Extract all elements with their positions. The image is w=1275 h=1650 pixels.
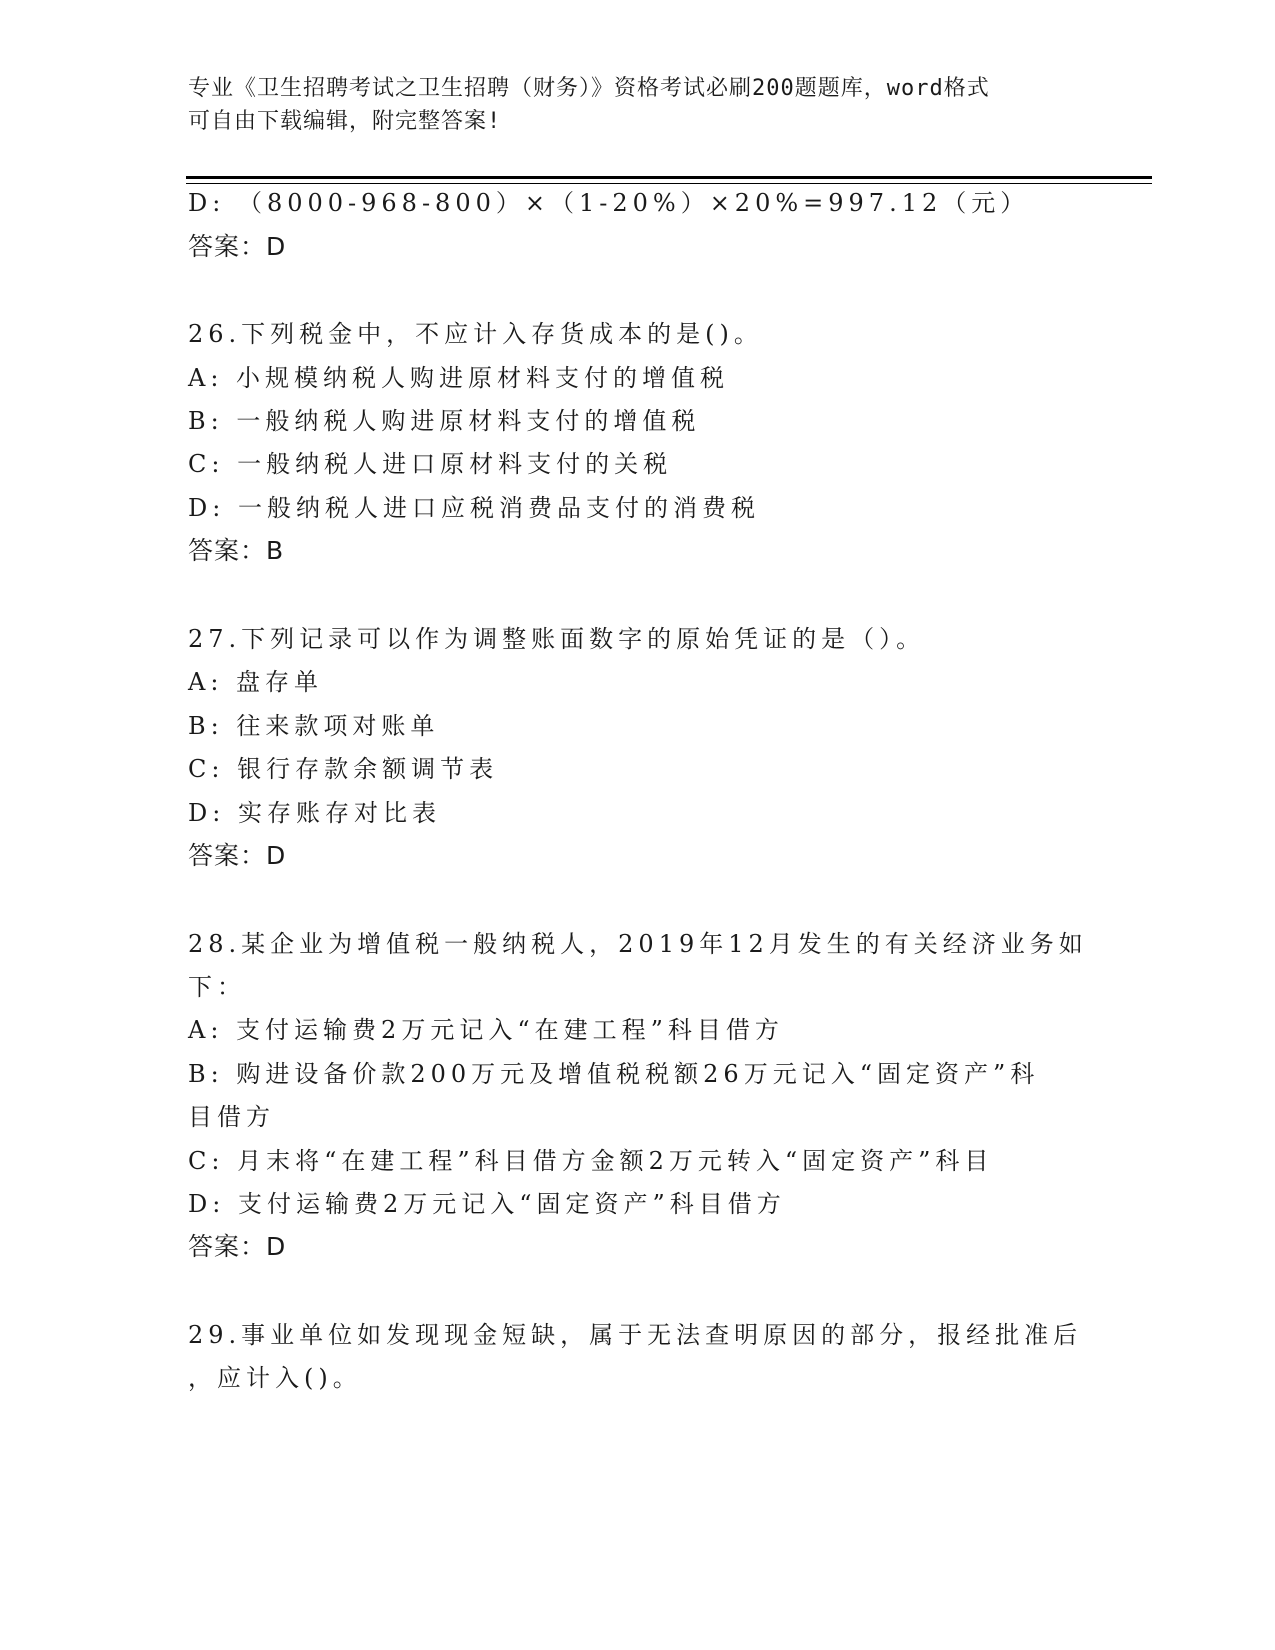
header-divider-thick — [186, 176, 1152, 179]
q28-stem-line-2: 下： — [188, 973, 246, 1001]
q27-option-d: D: 实存账存对比表 — [188, 799, 441, 827]
q26-option-a: A: 小规模纳税人购进原材料支付的增值税 — [188, 364, 730, 392]
q27-answer: 答案：D — [188, 841, 287, 870]
q28-answer: 答案：D — [188, 1232, 287, 1261]
q26-option-c: C: 一般纳税人进口原材料支付的关税 — [188, 450, 673, 478]
q26-stem: 26.下列税金中，不应计入存货成本的是()。 — [188, 320, 763, 348]
document-header — [188, 72, 1088, 138]
q29-stem-line-1: 29.事业单位如发现现金短缺，属于无法查明原因的部分，报经批准后 — [188, 1321, 1083, 1349]
q27-stem: 27.下列记录可以作为调整账面数字的原始凭证的是（）。 — [188, 625, 926, 653]
q28-option-c: C: 月末将“在建工程”科目借方金额2万元转入“固定资产”科目 — [188, 1147, 994, 1175]
header-divider-thin — [186, 183, 1152, 184]
q28-option-d: D: 支付运输费2万元记入“固定资产”科目借方 — [188, 1190, 786, 1218]
q27-option-c: C: 银行存款余额调节表 — [188, 755, 499, 783]
q28-option-b-line-1: B: 购进设备价款200万元及增值税税额26万元记入“固定资产”科 — [188, 1060, 1040, 1088]
q27-option-a: A: 盘存单 — [188, 668, 324, 696]
header-line-2: 可自由下载编辑，附完整答案! — [188, 109, 502, 134]
q28-option-a: A: 支付运输费2万元记入“在建工程”科目借方 — [188, 1016, 784, 1044]
q28-stem-line-1: 28.某企业为增值税一般纳税人，2019年12月发生的有关经济业务如 — [188, 930, 1088, 958]
header-line-1: 专业《卫生招聘考试之卫生招聘（财务）》资格考试必刷200题题库，word格式 — [188, 76, 990, 101]
q26-option-d: D: 一般纳税人进口应税消费品支付的消费税 — [188, 494, 760, 522]
prev-option-d: D: （8000-968-800）×（1-20%）×20%=997.12（元） — [188, 189, 1030, 217]
q26-answer: 答案：B — [188, 536, 285, 565]
prev-answer: 答案：D — [188, 232, 287, 261]
q29-stem-line-2: ，应计入()。 — [188, 1364, 362, 1392]
q28-option-b-line-2: 目借方 — [188, 1103, 275, 1131]
q26-option-b: B: 一般纳税人购进原材料支付的增值税 — [188, 407, 701, 435]
q27-option-b: B: 往来款项对账单 — [188, 712, 440, 740]
